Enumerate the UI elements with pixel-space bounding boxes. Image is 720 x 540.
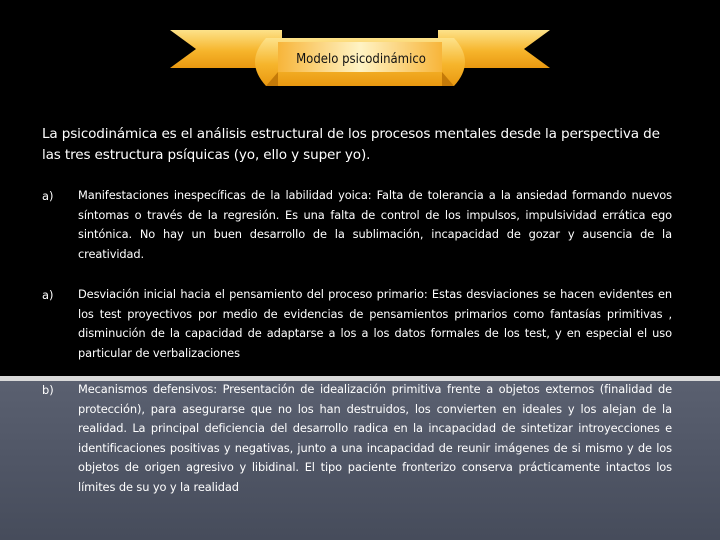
list-item-text: Manifestaciones inespecíficas de la labilidad yoica: Falta de tolerancia a la ansiedad formando nuevos síntomas o través de la regresión. Es una falta de control de los impulsos, impulsividad errática ego sintónica. No hay un buen desarrollo de la sublimación, incapacidad de gozar y ausencia de la creatividad. <box>78 188 672 261</box>
list-marker: b) <box>42 383 54 397</box>
list-marker: a) <box>42 288 54 302</box>
title-banner <box>170 28 550 92</box>
list-item-text: Desviación inicial hacia el pensamiento del proceso primario: Estas desviaciones se hacen evidentes en los test proyectivos por medio de evidencias de pensamientos primarios como fantasías primitivas , disminución de la capacidad de adaptarse a los a los datos formales de los test, y en especial el uso particular de verbalizaciones <box>78 287 672 360</box>
page-title: Modelo psicodinámico <box>296 52 426 67</box>
intro-paragraph: La psicodinámica es el análisis estructural de los procesos mentales desde la perspectiva de las tres estructura psíquicas (yo, ello y super yo). <box>42 126 660 163</box>
list-marker: a) <box>42 189 54 203</box>
list-item-text: Mecanismos defensivos: Presentación de idealización primitiva frente a objetos externos (finalidad de protección), para asegurarse que no los han destruidos, los convierten en ideales y los alejan de la realidad. La principal deficiencia del desarrollo radica en la incapacidad de sintetizar introyecciones e identificaciones positivas y negativas, junto a una incapacidad de reunir imágenes de si mismo y de los objetos de origen agresivo y libidinal. El tipo paciente fronterizo conserva prácticamente intactos los límites de su yo y la realidad <box>78 382 672 494</box>
